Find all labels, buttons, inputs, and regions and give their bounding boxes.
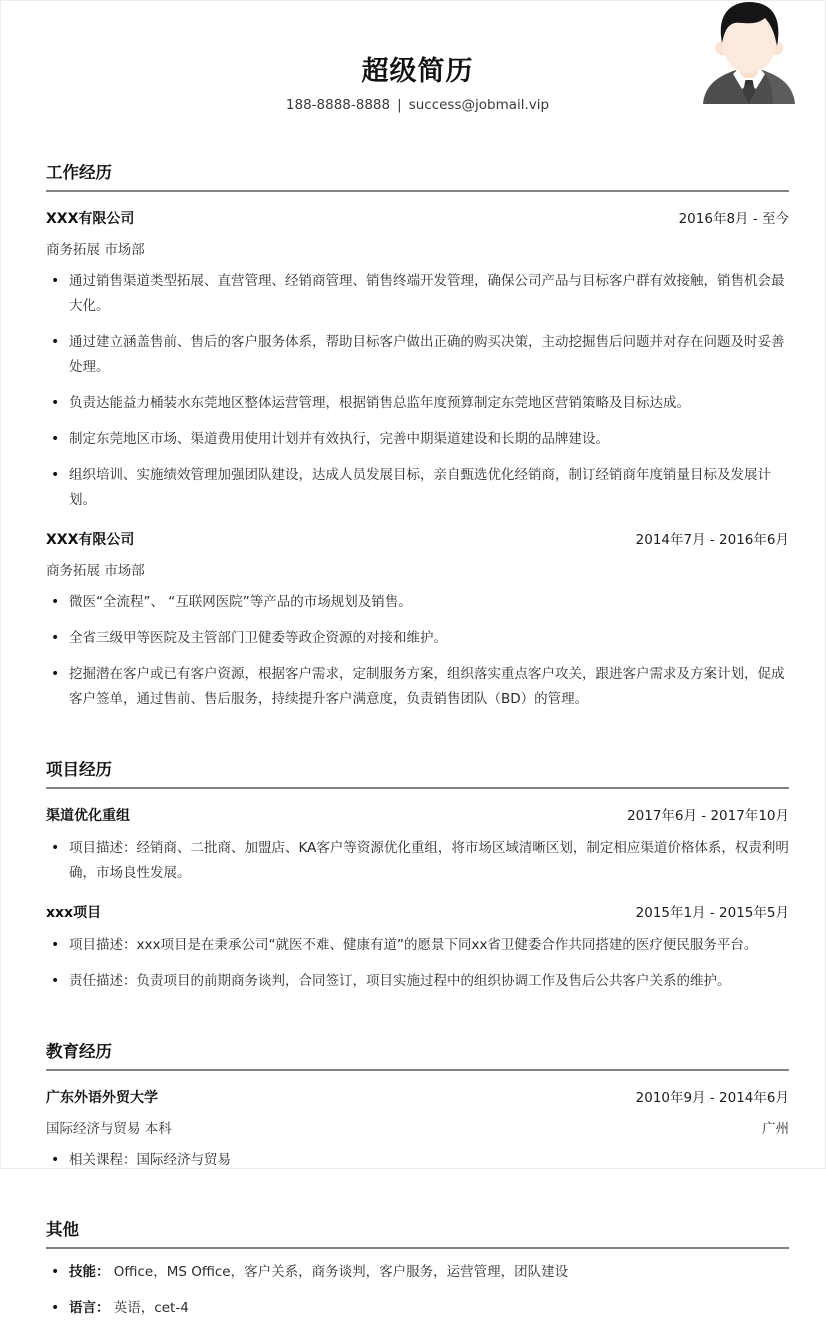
education-entry xyxy=(46,1086,789,1173)
section-education xyxy=(46,1038,789,1173)
bullet-item: • 负责达能益力桶装水东莞地区整体运营管理，根据销售总监年度预算制定东莞地区营销策略及目标达成。 xyxy=(46,391,789,416)
section-other xyxy=(46,1216,789,1321)
profile-avatar-image xyxy=(699,0,799,104)
location: 广州 xyxy=(762,1120,789,1137)
work-entry-2-bullets xyxy=(46,590,789,712)
bullet-item: • 相关课程：国际经济与贸易 xyxy=(46,1148,789,1173)
job-role: 商务拓展 市场部 xyxy=(46,242,145,258)
projects-section-heading: 项目经历 xyxy=(46,756,789,789)
male-avatar-icon xyxy=(699,0,799,104)
work-entry-1-subrow xyxy=(46,238,789,258)
bullet-item: • 挖掘潜在客户或已有客户资源，根据客户需求，定制服务方案，组织落实重点客户攻关，跟进客户需求及方案计划，促成客户签单，通过售前、售后服务，持续提升客户满意度，负责销售团队（BD）的管理。 xyxy=(46,662,789,712)
bullet-item: • 制定东莞地区市场、渠道费用使用计划并有效执行，完善中期渠道建设和长期的品牌建设。 xyxy=(46,427,789,452)
bullet-item: • 项目描述：经销商、二批商、加盟店、KA客户等资源优化重组，将市场区域清晰区划，制定相应渠道价格体系，权责利明确，市场良性发展。 xyxy=(46,836,789,886)
project-entry-1 xyxy=(46,804,789,886)
date-range: 2015年1月 - 2015年5月 xyxy=(635,904,789,921)
education-entry-header xyxy=(46,1086,789,1107)
job-role: 商务拓展 市场部 xyxy=(46,562,145,579)
major-degree: 国际经济与贸易 本科 xyxy=(46,1120,172,1137)
section-work-experience xyxy=(46,159,789,712)
date-range: 2014年7月 - 2016年6月 xyxy=(635,531,789,548)
language-label: 语言： xyxy=(69,1300,110,1317)
other-bullets xyxy=(46,1260,789,1321)
email-address: success@jobmail.vip xyxy=(408,97,550,113)
company-name: XXX有限公司 xyxy=(46,531,135,548)
bullet-item: • 微医“全流程”、 “互联网医院”等产品的市场规划及销售。 xyxy=(46,590,789,615)
project-name: 渠道优化重组 xyxy=(46,807,130,824)
work-entry-2-header xyxy=(46,528,789,549)
bullet-item: • 项目描述：xxx项目是在秉承公司“就医不难、健康有道”的愿景下同xx省卫健委合作共同搭建的医疗便民服务平台。 xyxy=(46,933,789,958)
date-range: 2010年9月 - 2014年6月 xyxy=(635,1089,789,1106)
work-entry-1-bullets xyxy=(46,269,789,513)
skills-content: Office，MS Office，客户关系，商务谈判，客户服务，运营管理，团队建设 xyxy=(113,1264,569,1281)
resume-page xyxy=(1,1,825,1321)
work-entry-1-header xyxy=(46,207,789,228)
work-entry-2-subrow xyxy=(46,559,789,579)
company-name: XXX有限公司 xyxy=(46,211,135,227)
school-name: 广东外语外贸大学 xyxy=(46,1089,158,1106)
project-entry-2-bullets xyxy=(46,933,789,994)
other-section-heading: 其他 xyxy=(46,1216,789,1249)
project-entry-1-bullets xyxy=(46,836,789,886)
date-range: 2016年8月 - 至今 xyxy=(678,211,789,227)
bullet-item: • 组织培训、实施绩效管理加强团队建设，达成人员发展目标，亲自甄选优化经销商，制订经销商年度销量目标及发展计划。 xyxy=(46,463,789,513)
project-entry-2-header xyxy=(46,901,789,922)
phone-number: 188-8888-8888 xyxy=(285,97,391,113)
bullet-item: • 通过建立涵盖售前、售后的客户服务体系，帮助目标客户做出正确的购买决策，主动挖掘售后问题并对存在问题及时妥善处理。 xyxy=(46,330,789,380)
section-project-experience xyxy=(46,756,789,994)
contact-separator: | xyxy=(397,97,402,113)
date-range: 2017年6月 - 2017年10月 xyxy=(627,807,789,824)
education-entry-subrow xyxy=(46,1117,789,1137)
resume-header xyxy=(46,1,789,113)
work-entry-2 xyxy=(46,528,789,712)
work-section-heading: 工作经历 xyxy=(46,159,789,192)
education-section-heading: 教育经历 xyxy=(46,1038,789,1071)
project-entry-1-header xyxy=(46,804,789,825)
language-item xyxy=(46,1296,789,1321)
work-entry-1 xyxy=(46,207,789,513)
bullet-item: • 责任描述：负责项目的前期商务谈判，合同签订，项目实施过程中的组织协调工作及售后公共客户关系的维护。 xyxy=(46,969,789,994)
bullet-item: • 全省三级甲等医院及主管部门卫健委等政企资源的对接和维护。 xyxy=(46,626,789,651)
skills-item xyxy=(46,1260,789,1285)
skills-label: 技能： xyxy=(69,1264,110,1281)
project-name: xxx项目 xyxy=(46,904,102,921)
contact-line xyxy=(46,97,789,113)
language-content: 英语，cet-4 xyxy=(113,1300,189,1317)
page-title: 超级简历 xyxy=(361,56,474,87)
project-entry-2 xyxy=(46,901,789,994)
bullet-item: • 通过销售渠道类型拓展、直营管理、经销商管理、销售终端开发管理，确保公司产品与目标客户群有效接触，销售机会最大化。 xyxy=(46,269,789,319)
